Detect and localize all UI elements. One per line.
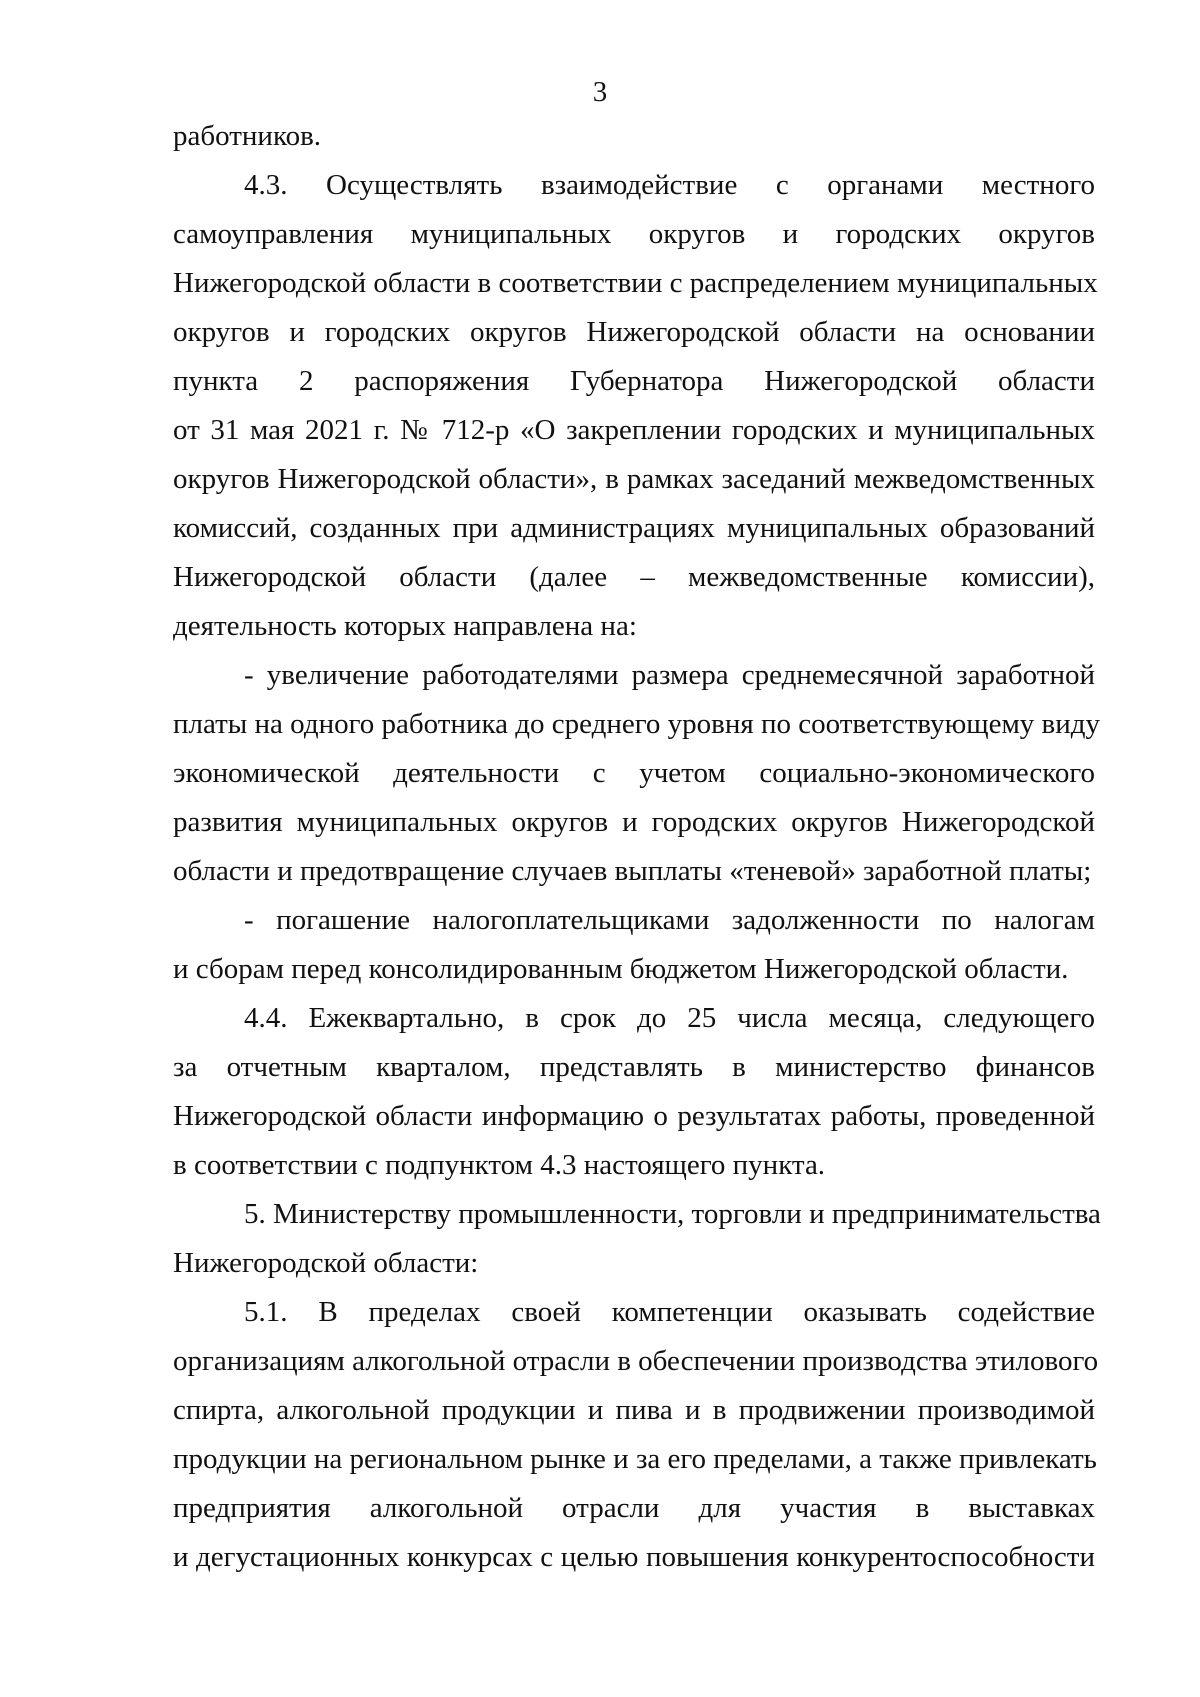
text-line: развития муниципальных округов и городских округов Нижегородской — [173, 806, 1095, 838]
text-line: и дегустационных конкурсах с целью повышения конкурентоспособности — [173, 1541, 1095, 1573]
text-line: в соответствии с подпунктом 4.3 настоящего пункта. — [173, 1149, 826, 1181]
text-line: комиссий, созданных при администрациях муниципальных образований — [173, 512, 1095, 544]
document-body — [173, 112, 1101, 1582]
text-line: пункта 2 распоряжения Губернатора Нижегородской области — [173, 365, 1095, 397]
text-line: за отчетным кварталом, представлять в министерство финансов — [173, 1051, 1095, 1083]
text-line: работников. — [173, 120, 322, 152]
text-line: области и предотвращение случаев выплаты «теневой» заработной платы; — [173, 855, 1092, 887]
text-line: 4.4. Ежеквартально, в срок до 25 числа месяца, следующего — [244, 1002, 1095, 1034]
text-line: Нижегородской области в соответствии с распределением муниципальных — [173, 267, 1098, 299]
text-line: самоуправления муниципальных округов и городских округов — [173, 218, 1095, 250]
text-line: предприятия алкогольной отрасли для участия в выставках — [173, 1492, 1095, 1524]
text-line: платы на одного работника до среднего уровня по соответствующему виду — [173, 708, 1101, 740]
text-line: Нижегородской области (далее – межведомственные комиссии), — [173, 561, 1095, 593]
text-line: деятельность которых направлена на: — [173, 610, 637, 642]
text-line: и сборам перед консолидированным бюджетом Нижегородской области. — [173, 953, 1069, 985]
text-line: спирта, алкогольной продукции и пива и в продвижении производимой — [173, 1394, 1095, 1426]
text-line: округов и городских округов Нижегородской области на основании — [173, 316, 1095, 348]
text-line: экономической деятельности с учетом социально-экономического — [173, 757, 1095, 789]
text-line: округов Нижегородской области», в рамках заседаний межведомственных — [173, 463, 1095, 495]
text-line: Нижегородской области информацию о результатах работы, проведенной — [173, 1100, 1095, 1132]
text-line: продукции на региональном рынке и за его пределами, а также привлекать — [173, 1443, 1097, 1475]
text-line: организациям алкогольной отрасли в обеспечении производства этилового — [173, 1345, 1099, 1377]
text-line: 5. Министерству промышленности, торговли и предпринимательства — [244, 1198, 1101, 1230]
text-line: - погашение налогоплательщиками задолженности по налогам — [244, 904, 1095, 936]
page-number: 3 — [592, 76, 608, 108]
text-line: Нижегородской области: — [173, 1247, 479, 1279]
text-line: от 31 мая 2021 г. № 712-р «О закреплении городских и муниципальных — [173, 414, 1095, 446]
text-line: 5.1. В пределах своей компетенции оказывать содействие — [244, 1296, 1095, 1328]
text-line: 4.3. Осуществлять взаимодействие с органами местного — [244, 169, 1095, 201]
text-line: - увеличение работодателями размера среднемесячной заработной — [244, 659, 1095, 691]
